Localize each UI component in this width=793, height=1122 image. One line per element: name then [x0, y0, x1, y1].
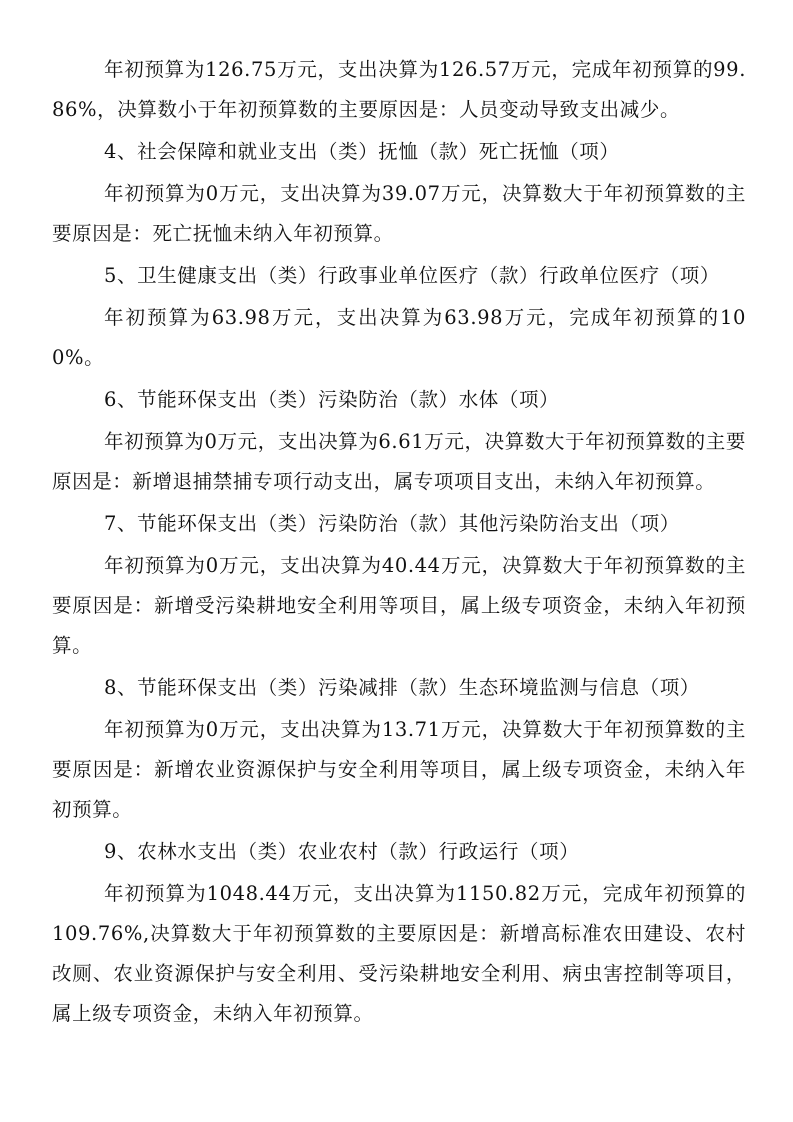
- document-body: [52, 50, 746, 1034]
- paragraph-item-8: 年初预算为0万元，支出决算为13.71万元，决算数大于年初预算数的主要原因是：新增农业资源保护与安全利用等项目，属上级专项资金，未纳入年初预算。: [52, 718, 746, 821]
- paragraph-item-5: 年初预算为63.98万元，支出决算为63.98万元，完成年初预算的100%。: [52, 306, 746, 369]
- heading-item-6: 6、节能环保支出（类）污染防治（款）水体（项）: [104, 388, 560, 411]
- paragraph-item-9: 年初预算为1048.44万元，支出决算为1150.82万元，完成年初预算的109.76%,决算数大于年初预算数的主要原因是：新增高标准农田建设、农村改厕、农业资源保护与安全利用、受污染耕地安全利用、病虫害控制等项目，属上级专项资金，未纳入年初预算。: [52, 882, 746, 1025]
- paragraph-item-4: 年初预算为0万元，支出决算为39.07万元，决算数大于年初预算数的主要原因是：死亡抚恤未纳入年初预算。: [52, 182, 746, 245]
- heading-item-4: 4、社会保障和就业支出（类）抚恤（款）死亡抚恤（项）: [104, 140, 620, 163]
- heading-item-7: 7、节能环保支出（类）污染防治（款）其他污染防治支出（项）: [104, 512, 680, 535]
- paragraph-item-6: 年初预算为0万元，支出决算为6.61万元，决算数大于年初预算数的主要原因是：新增退捕禁捕专项行动支出，属专项项目支出，未纳入年初预算。: [52, 430, 746, 493]
- heading-item-5: 5、卫生健康支出（类）行政事业单位医疗（款）行政单位医疗（项）: [104, 264, 721, 287]
- heading-item-8: 8、节能环保支出（类）污染减排（款）生态环境监测与信息（项）: [104, 676, 700, 699]
- paragraph-item-7: 年初预算为0万元，支出决算为40.44万元，决算数大于年初预算数的主要原因是：新增受污染耕地安全利用等项目，属上级专项资金，未纳入年初预算。: [52, 554, 746, 657]
- paragraph-personnel-budget: 年初预算为126.75万元，支出决算为126.57万元，完成年初预算的99.86%，决算数小于年初预算数的主要原因是：人员变动导致支出减少。: [52, 58, 746, 121]
- heading-item-9: 9、农林水支出（类）农业农村（款）行政运行（项）: [104, 840, 580, 863]
